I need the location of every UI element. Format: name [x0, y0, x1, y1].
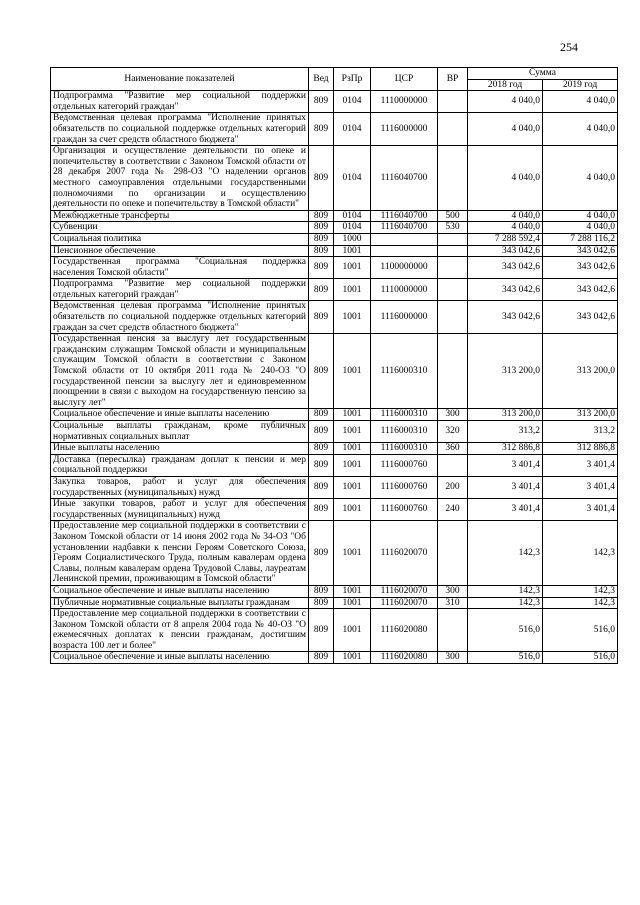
row-name: Иные закупки товаров, работ и услуг для обеспечения государственных (муниципальных) нужд — [51, 499, 309, 521]
table-row — [51, 476, 618, 498]
row-csr — [371, 233, 438, 245]
page-number: 254 — [560, 40, 578, 54]
row-ved: 809 — [309, 476, 334, 498]
row-csr: 1116000760 — [371, 499, 438, 521]
row-sum-2018: 7 288 592,4 — [468, 233, 543, 245]
row-vr — [438, 113, 468, 146]
row-rzpr: 1001 — [334, 454, 371, 476]
row-sum-2018: 3 401,4 — [468, 476, 543, 498]
row-rzpr: 0104 — [334, 91, 371, 113]
row-ved: 809 — [309, 421, 334, 443]
row-rzpr: 1001 — [334, 421, 371, 443]
row-csr: 1100000000 — [371, 257, 438, 279]
row-name: Государственная пенсия за выслугу лет государственным гражданским служащим Томской области и муниципальным служащим Томской области в соответствии с Законом Томской области от 10 октября 2011 года № 240-ОЗ "О государственной пенсии за выслугу лет и единовременном поощрении в связи с выходом на государственную пенсию за выслугу лет" — [51, 334, 309, 409]
table-row — [51, 279, 618, 301]
row-rzpr: 1001 — [334, 521, 371, 586]
row-csr: 1110000000 — [371, 91, 438, 113]
table-row — [51, 301, 618, 334]
row-rzpr: 0104 — [334, 146, 371, 211]
row-vr: 300 — [438, 409, 468, 421]
row-name: Публичные нормативные социальные выплаты гражданам — [51, 597, 309, 609]
header-csr: ЦСР — [371, 68, 438, 91]
row-rzpr: 1001 — [334, 334, 371, 409]
row-sum-2019: 343 042,6 — [543, 279, 618, 301]
row-sum-2018: 4 040,0 — [468, 222, 543, 234]
row-sum-2019: 142,3 — [543, 521, 618, 586]
row-vr — [438, 146, 468, 211]
row-sum-2019: 4 040,0 — [543, 210, 618, 222]
row-ved: 809 — [309, 222, 334, 234]
row-sum-2019: 343 042,6 — [543, 257, 618, 279]
row-sum-2018: 516,0 — [468, 609, 543, 652]
row-csr: 1116040700 — [371, 146, 438, 211]
row-csr: 1116020080 — [371, 609, 438, 652]
row-sum-2018: 313 200,0 — [468, 334, 543, 409]
row-sum-2018: 343 042,6 — [468, 257, 543, 279]
row-vr — [438, 454, 468, 476]
row-sum-2018: 343 042,6 — [468, 245, 543, 257]
row-vr — [438, 521, 468, 586]
table-row — [51, 210, 618, 222]
row-vr: 200 — [438, 476, 468, 498]
row-name: Подпрограмма "Развитие мер социальной поддержки отдельных категорий граждан" — [51, 279, 309, 301]
row-vr: 360 — [438, 443, 468, 455]
row-sum-2018: 4 040,0 — [468, 91, 543, 113]
row-name: Пенсионное обеспечение — [51, 245, 309, 257]
row-sum-2019: 4 040,0 — [543, 222, 618, 234]
row-vr — [438, 245, 468, 257]
table-row — [51, 521, 618, 586]
table-row — [51, 257, 618, 279]
table-row — [51, 113, 618, 146]
row-ved: 809 — [309, 233, 334, 245]
row-name: Межбюджетные трансферты — [51, 210, 309, 222]
row-rzpr: 1001 — [334, 609, 371, 652]
table-row — [51, 222, 618, 234]
row-sum-2018: 142,3 — [468, 597, 543, 609]
row-rzpr: 0104 — [334, 113, 371, 146]
row-sum-2019: 313 200,0 — [543, 409, 618, 421]
row-ved: 809 — [309, 210, 334, 222]
row-vr: 310 — [438, 597, 468, 609]
row-rzpr: 1001 — [334, 245, 371, 257]
row-rzpr: 1001 — [334, 301, 371, 334]
row-sum-2019: 313 200,0 — [543, 334, 618, 409]
row-vr: 240 — [438, 499, 468, 521]
row-rzpr: 0104 — [334, 210, 371, 222]
table-row — [51, 597, 618, 609]
row-vr — [438, 301, 468, 334]
row-csr: 1116000310 — [371, 409, 438, 421]
row-ved: 809 — [309, 257, 334, 279]
row-sum-2019: 343 042,6 — [543, 301, 618, 334]
budget-table — [50, 67, 618, 664]
table-row — [51, 454, 618, 476]
row-name: Иные выплаты населению — [51, 443, 309, 455]
row-ved: 809 — [309, 279, 334, 301]
table-row — [51, 443, 618, 455]
table-row — [51, 499, 618, 521]
row-sum-2019: 313,2 — [543, 421, 618, 443]
row-csr: 1116000310 — [371, 334, 438, 409]
row-csr: 1116040700 — [371, 222, 438, 234]
table-row — [51, 91, 618, 113]
row-csr: 1116000000 — [371, 301, 438, 334]
row-sum-2018: 3 401,4 — [468, 454, 543, 476]
table-row — [51, 146, 618, 211]
row-vr — [438, 279, 468, 301]
row-vr: 500 — [438, 210, 468, 222]
row-sum-2018: 313 200,0 — [468, 409, 543, 421]
row-vr: 300 — [438, 585, 468, 597]
row-csr: 1116040700 — [371, 210, 438, 222]
row-csr — [371, 245, 438, 257]
header-name: Наименование показателей — [51, 68, 309, 91]
row-rzpr: 1001 — [334, 279, 371, 301]
row-sum-2019: 4 040,0 — [543, 113, 618, 146]
row-sum-2019: 3 401,4 — [543, 476, 618, 498]
row-sum-2019: 516,0 — [543, 652, 618, 664]
row-sum-2018: 343 042,6 — [468, 301, 543, 334]
row-csr: 1116020070 — [371, 521, 438, 586]
row-ved: 809 — [309, 334, 334, 409]
row-ved: 809 — [309, 521, 334, 586]
row-ved: 809 — [309, 91, 334, 113]
row-ved: 809 — [309, 301, 334, 334]
row-vr — [438, 609, 468, 652]
table-row — [51, 334, 618, 409]
row-sum-2019: 3 401,4 — [543, 499, 618, 521]
row-ved: 809 — [309, 652, 334, 664]
row-vr: 300 — [438, 652, 468, 664]
row-name: Доставка (пересылка) гражданам доплат к пенсии и мер социальной поддержки — [51, 454, 309, 476]
row-csr: 1116020080 — [371, 652, 438, 664]
row-rzpr: 1000 — [334, 233, 371, 245]
header-year-2018: 2018 год — [468, 79, 543, 91]
row-sum-2018: 4 040,0 — [468, 210, 543, 222]
row-ved: 809 — [309, 597, 334, 609]
row-csr: 1116000310 — [371, 421, 438, 443]
row-ved: 809 — [309, 499, 334, 521]
row-name: Предоставление мер социальной поддержки в соответствии с Законом Томской области от 14 июня 2002 года № 34-ОЗ "Об установлении надбавки к пенсии Героям Советского Союза, Героям Социалистического Труда, полным кавалерам ордена Славы, полным кавалерам ордена Трудовой Славы, лауреатам Ленинской премии, проживающим в Томской области" — [51, 521, 309, 586]
row-sum-2018: 4 040,0 — [468, 113, 543, 146]
row-csr: 1116000000 — [371, 113, 438, 146]
row-csr: 1110000000 — [371, 279, 438, 301]
row-name: Подпрограмма "Развитие мер социальной поддержки отдельных категорий граждан" — [51, 91, 309, 113]
row-name: Закупка товаров, работ и услуг для обеспечения государственных (муниципальных) нужд — [51, 476, 309, 498]
row-vr: 320 — [438, 421, 468, 443]
row-sum-2018: 3 401,4 — [468, 499, 543, 521]
row-sum-2019: 312 886,8 — [543, 443, 618, 455]
table-row — [51, 652, 618, 664]
row-rzpr: 1001 — [334, 476, 371, 498]
table-row — [51, 585, 618, 597]
row-sum-2018: 516,0 — [468, 652, 543, 664]
row-vr — [438, 257, 468, 279]
row-name: Предоставление мер социальной поддержки в соответствии с Законом Томской области от 8 апреля 2004 года № 40-ОЗ "О ежемесячных доплатах к пенсии гражданам, достигшим возраста 100 лет и более" — [51, 609, 309, 652]
row-sum-2019: 7 288 116,2 — [543, 233, 618, 245]
row-rzpr: 0104 — [334, 222, 371, 234]
row-sum-2019: 343 042,6 — [543, 245, 618, 257]
row-rzpr: 1001 — [334, 597, 371, 609]
row-rzpr: 1001 — [334, 409, 371, 421]
row-name: Социальные выплаты гражданам, кроме публичных нормативных социальных выплат — [51, 421, 309, 443]
row-sum-2019: 4 040,0 — [543, 91, 618, 113]
row-sum-2019: 3 401,4 — [543, 454, 618, 476]
row-rzpr: 1001 — [334, 585, 371, 597]
row-vr — [438, 334, 468, 409]
row-name: Организация и осуществление деятельности по опеке и попечительству в соответствии с Законом Томской области от 28 декабря 2007 года № 298-ОЗ "О наделении органов местного самоуправления отдельными государственными полномочиями по организации и осуществлению деятельности по опеке и попечительству в Томской области" — [51, 146, 309, 211]
row-csr: 1116020070 — [371, 585, 438, 597]
row-name: Социальное обеспечение и иные выплаты населению — [51, 409, 309, 421]
row-name: Социальное обеспечение и иные выплаты населению — [51, 585, 309, 597]
row-sum-2019: 142,3 — [543, 585, 618, 597]
row-sum-2018: 142,3 — [468, 521, 543, 586]
table-row — [51, 245, 618, 257]
row-rzpr: 1001 — [334, 652, 371, 664]
row-rzpr: 1001 — [334, 499, 371, 521]
row-csr: 1116020070 — [371, 597, 438, 609]
row-sum-2019: 142,3 — [543, 597, 618, 609]
row-name: Социальная политика — [51, 233, 309, 245]
row-sum-2018: 142,3 — [468, 585, 543, 597]
row-sum-2018: 313,2 — [468, 421, 543, 443]
header-year-2019: 2019 год — [543, 79, 618, 91]
row-csr: 1116000310 — [371, 443, 438, 455]
row-rzpr: 1001 — [334, 443, 371, 455]
row-vr: 530 — [438, 222, 468, 234]
table-row — [51, 409, 618, 421]
row-csr: 1116000760 — [371, 454, 438, 476]
header-ved: Вед — [309, 68, 334, 91]
row-sum-2018: 312 886,8 — [468, 443, 543, 455]
header-rzpr: РзПр — [334, 68, 371, 91]
table-row — [51, 421, 618, 443]
row-ved: 809 — [309, 609, 334, 652]
row-name: Ведомственная целевая программа "Исполнение принятых обязательств по социальной поддержке отдельных категорий граждан за счет средств областного бюджета" — [51, 301, 309, 334]
row-vr — [438, 233, 468, 245]
row-ved: 809 — [309, 146, 334, 211]
row-name: Социальное обеспечение и иные выплаты населению — [51, 652, 309, 664]
row-ved: 809 — [309, 585, 334, 597]
header-sum: Сумма — [468, 68, 618, 80]
row-name: Ведомственная целевая программа "Исполнение принятых обязательств по социальной поддержке отдельных категорий граждан за счет средств областного бюджета" — [51, 113, 309, 146]
row-sum-2018: 4 040,0 — [468, 146, 543, 211]
table-row — [51, 609, 618, 652]
row-csr: 1116000760 — [371, 476, 438, 498]
header-vr: ВР — [438, 68, 468, 91]
row-sum-2019: 516,0 — [543, 609, 618, 652]
row-vr — [438, 91, 468, 113]
table-row — [51, 233, 618, 245]
row-sum-2019: 4 040,0 — [543, 146, 618, 211]
row-ved: 809 — [309, 113, 334, 146]
row-name: Субвенции — [51, 222, 309, 234]
row-ved: 809 — [309, 245, 334, 257]
row-rzpr: 1001 — [334, 257, 371, 279]
row-ved: 809 — [309, 454, 334, 476]
row-name: Государственная программа "Социальная поддержка населения Томской области" — [51, 257, 309, 279]
row-ved: 809 — [309, 443, 334, 455]
row-ved: 809 — [309, 409, 334, 421]
row-sum-2018: 343 042,6 — [468, 279, 543, 301]
